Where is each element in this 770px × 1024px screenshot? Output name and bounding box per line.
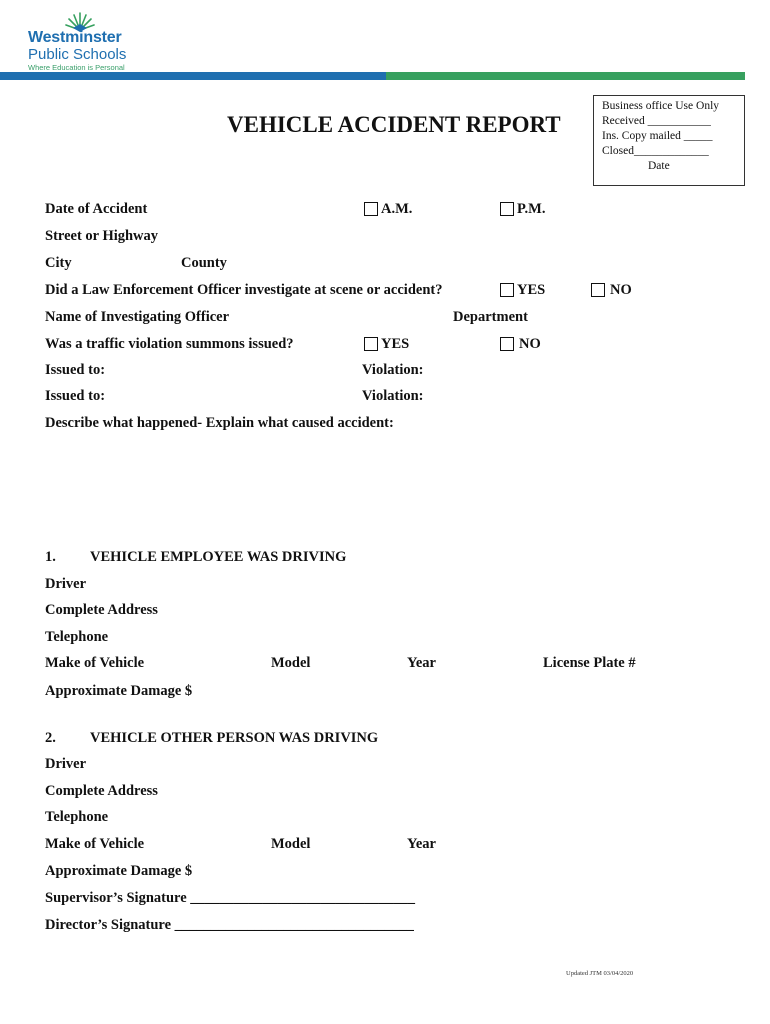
summons-no-label: NO xyxy=(519,336,541,352)
am-label: A.M. xyxy=(381,201,413,217)
summons-yes-label: YES xyxy=(381,336,410,352)
section1-driver-label: Driver xyxy=(45,576,87,592)
section2-year-label: Year xyxy=(407,836,436,852)
supervisor-signature[interactable]: Supervisor’s Signature _______________________________ xyxy=(45,890,416,906)
section2-address-label: Complete Address xyxy=(45,783,158,799)
page-title: VEHICLE ACCIDENT REPORT xyxy=(227,112,561,137)
header-bar-blue xyxy=(0,72,386,80)
officer-yes-checkbox[interactable] xyxy=(500,283,514,297)
officer-name-label: Name of Investigating Officer xyxy=(45,309,230,325)
section1-address-label: Complete Address xyxy=(45,602,158,618)
section2-number: 2. xyxy=(45,730,56,746)
section1-year-label: Year xyxy=(407,655,436,671)
section2-model-label: Model xyxy=(271,836,311,852)
footer-updated: Updated JTM 03/04/2020 xyxy=(566,970,634,977)
section2-driver-label: Driver xyxy=(45,756,87,772)
section2-damage-label: Approximate Damage $ xyxy=(45,863,193,879)
officer-question: Did a Law Enforcement Officer investigate at scene or accident? xyxy=(45,282,443,298)
city-label: City xyxy=(45,255,72,271)
county-label: County xyxy=(181,255,227,271)
summons-question: Was a traffic violation summons issued? xyxy=(45,336,294,352)
issued-to-label-2: Issued to: xyxy=(45,388,106,404)
section2-telephone-label: Telephone xyxy=(45,809,109,825)
officer-yes-label: YES xyxy=(517,282,546,298)
date-of-accident-label: Date of Accident xyxy=(45,201,148,217)
logo-tagline: Where Education is Personal xyxy=(28,63,125,72)
section1-telephone-label: Telephone xyxy=(45,629,109,645)
office-heading: Business office Use Only xyxy=(602,100,720,112)
section2-heading: VEHICLE OTHER PERSON WAS DRIVING xyxy=(90,730,379,746)
director-signature[interactable]: Director’s Signature _________________________________ xyxy=(45,917,414,933)
section1-plate-label: License Plate # xyxy=(543,655,636,671)
describe-label: Describe what happened- Explain what caused accident: xyxy=(45,415,394,431)
section1-model-label: Model xyxy=(271,655,311,671)
office-received[interactable]: Received ___________ xyxy=(602,115,711,127)
am-checkbox[interactable] xyxy=(364,202,378,216)
department-label: Department xyxy=(453,309,528,325)
violation-label-2: Violation: xyxy=(362,388,424,404)
section1-damage-label: Approximate Damage $ xyxy=(45,683,193,699)
office-closed[interactable]: Closed_____________ xyxy=(602,145,709,157)
section2-make-label: Make of Vehicle xyxy=(45,836,145,852)
office-date: Date xyxy=(648,160,670,172)
section1-number: 1. xyxy=(45,549,56,565)
header-bar-green xyxy=(386,72,745,80)
school-logo xyxy=(28,8,168,72)
logo-subname: Public Schools xyxy=(28,46,127,63)
pm-checkbox[interactable] xyxy=(500,202,514,216)
street-label: Street or Highway xyxy=(45,228,159,244)
pm-label: P.M. xyxy=(517,201,546,217)
officer-no-checkbox[interactable] xyxy=(591,283,605,297)
summons-yes-checkbox[interactable] xyxy=(364,337,378,351)
business-office-box xyxy=(593,95,745,186)
summons-no-checkbox[interactable] xyxy=(500,337,514,351)
office-ins-copy[interactable]: Ins. Copy mailed _____ xyxy=(602,130,713,142)
section1-heading: VEHICLE EMPLOYEE WAS DRIVING xyxy=(90,549,347,565)
violation-label-1: Violation: xyxy=(362,362,424,378)
officer-no-label: NO xyxy=(610,282,632,298)
logo-name: Westminster xyxy=(28,29,122,46)
issued-to-label-1: Issued to: xyxy=(45,362,106,378)
section1-make-label: Make of Vehicle xyxy=(45,655,145,671)
